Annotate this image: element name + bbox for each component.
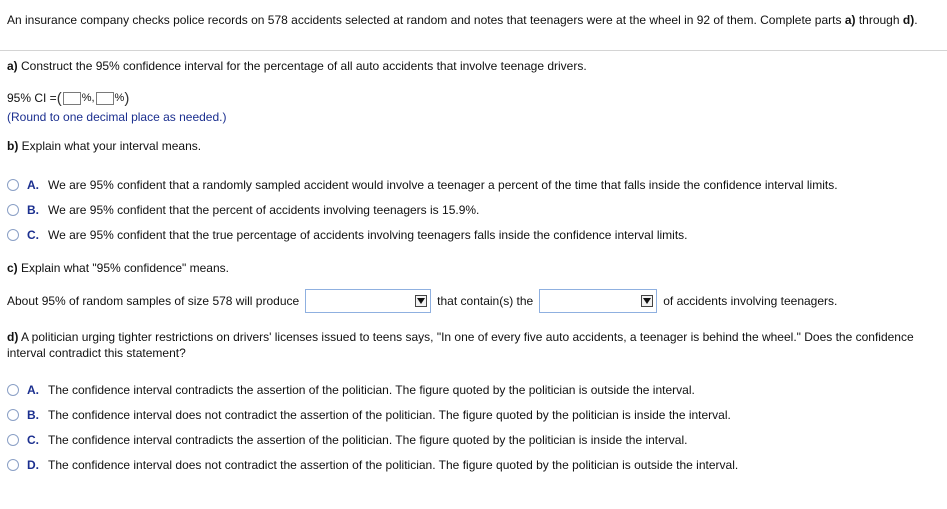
option-letter: C. [27, 228, 39, 242]
rounding-hint: (Round to one decimal place as needed.) [7, 110, 227, 124]
option-letter: B. [27, 408, 39, 422]
radio-button[interactable] [7, 384, 19, 396]
percent-comma: %, [81, 92, 95, 104]
option-text: We are 95% confident that the true percentage of accidents involving teenagers falls inside the confidence interval limits. [48, 228, 688, 242]
option-letter: A. [27, 178, 39, 192]
part-d-option-a[interactable] [7, 382, 695, 398]
part-b-option-a[interactable] [7, 177, 838, 193]
part-a-prompt: a) Construct the 95% confidence interval for the percentage of all auto accidents that involve teenage drivers. [7, 59, 587, 73]
option-text: We are 95% confident that a randomly sampled accident would involve a teenager a percent of the time that falls inside the confidence interval limits. [48, 178, 838, 192]
dropdown-arrow-icon[interactable] [415, 295, 427, 307]
radio-button[interactable] [7, 434, 19, 446]
sentence-prefix: About 95% of random samples of size 578 will produce [7, 294, 300, 308]
part-d-option-c[interactable] [7, 432, 687, 448]
option-letter: C. [27, 433, 39, 447]
close-paren: ) [124, 89, 130, 107]
option-text: The confidence interval does not contradict the assertion of the politician. The figure quoted by the politician is inside the interval. [48, 408, 731, 422]
radio-button[interactable] [7, 459, 19, 471]
option-text: The confidence interval does not contradict the assertion of the politician. The figure quoted by the politician is outside the interval. [48, 458, 739, 472]
radio-button[interactable] [7, 229, 19, 241]
option-text: The confidence interval contradicts the assertion of the politician. The figure quoted by the politician is outside the interval. [48, 383, 695, 397]
ci-answer-row [7, 89, 129, 107]
part-c-sentence [7, 289, 837, 313]
option-letter: B. [27, 203, 39, 217]
part-b-option-c[interactable] [7, 227, 687, 243]
part-d-prompt: d) A politician urging tighter restrictions on drivers' licenses issued to teens says, "In one of every five auto accidents, a teenager is behind the wheel." Does the confidence interval contradict this statement? [7, 330, 914, 360]
part-c-prompt: c) Explain what "95% confidence" means. [7, 261, 229, 275]
part-d-option-b[interactable] [7, 407, 731, 423]
percent-sign: % [114, 92, 125, 104]
ci-upper-input[interactable] [96, 92, 114, 105]
question-intro: An insurance company checks police records on 578 accidents selected at random and notes that teenagers were at the wheel in 92 of them. Complete parts a) through d). [7, 13, 918, 27]
radio-button[interactable] [7, 204, 19, 216]
open-paren: ( [56, 89, 62, 107]
ci-label: 95% CI = [7, 91, 57, 105]
ci-lower-input[interactable] [63, 92, 81, 105]
sentence-suffix: of accidents involving teenagers. [663, 294, 838, 308]
sentence-middle: that contain(s) the [437, 294, 534, 308]
samples-dropdown[interactable] [305, 289, 431, 313]
parameter-dropdown[interactable] [539, 289, 657, 313]
radio-button[interactable] [7, 179, 19, 191]
option-text: We are 95% confident that the percent of accidents involving teenagers is 15.9%. [48, 203, 480, 217]
radio-button[interactable] [7, 409, 19, 421]
dropdown-arrow-icon[interactable] [641, 295, 653, 307]
part-d-option-d[interactable] [7, 457, 738, 473]
option-text: The confidence interval contradicts the assertion of the politician. The figure quoted by the politician is inside the interval. [48, 433, 688, 447]
part-b-prompt: b) Explain what your interval means. [7, 139, 202, 153]
part-b-option-b[interactable] [7, 202, 479, 218]
option-letter: A. [27, 383, 39, 397]
option-letter: D. [27, 458, 39, 472]
divider [0, 50, 947, 51]
